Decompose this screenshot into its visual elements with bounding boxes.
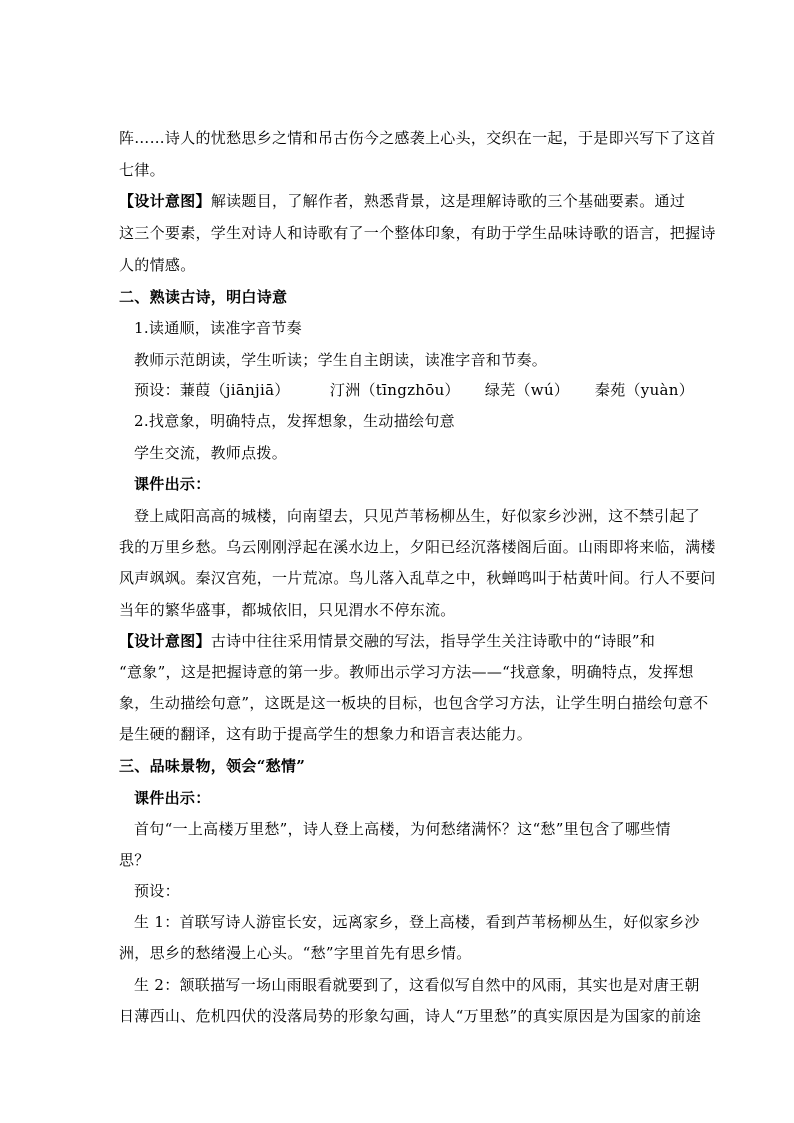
- design-intent-text: 古诗中往往采用情景交融的写法，指导学生关注诗歌中的“诗眼”和: [210, 632, 656, 650]
- courseware-label: 课件出示：: [134, 475, 211, 493]
- pinyin-item: 汀洲（tīngzhōu）: [329, 381, 460, 399]
- courseware-label: 课件出示：: [134, 789, 211, 807]
- pinyin-item: 秦苑（yuàn）: [594, 381, 695, 399]
- design-intent-2-line-4: 是生硬的翻译，这有助于提高学生的想象力和语言表达能力。: [119, 725, 533, 743]
- section-2-heading: 二、熟读古诗，明白诗意: [119, 288, 288, 306]
- step-1: 1.读通顺，读准字音节奏: [134, 319, 302, 337]
- step-1-text: 教师示范朗读，学生听读；学生自主朗读，读准字音和节奏。: [134, 351, 548, 369]
- pinyin-item: 绿芜（wú）: [484, 381, 570, 399]
- question-line-1: 首句“一上高楼万里愁”，诗人登上高楼，为何愁绪满怀？这“愁”里包含了哪些情: [134, 820, 671, 838]
- step-2-text: 学生交流，教师点拨。: [134, 444, 288, 462]
- design-intent-label: 【设计意图】: [119, 192, 211, 210]
- design-intent-2-line-1: [119, 631, 655, 651]
- design-intent-1-line-2: 这三个要素，学生对诗人和诗歌有了一个整体印象，有助于学生品味诗歌的语言，把握诗: [119, 224, 716, 242]
- translation-line-4: 当年的繁华盛事，都城依旧，只见渭水不停东流。: [119, 601, 456, 619]
- translation-line-1: 登上咸阳高高的城楼，向南望去，只见芦苇杨柳丛生，好似家乡沙洲，这不禁引起了: [134, 507, 701, 525]
- design-intent-2-line-3: 象，生动描绘句意”，这既是这一板块的目标，也包含学习方法，让学生明白描绘句意不: [119, 694, 709, 712]
- student-2-line-2: 日薄西山、危机四伏的没落局势的形象勾画，诗人“万里愁”的真实原因是为国家的前途: [119, 1007, 702, 1025]
- pinyin-row: [134, 380, 694, 400]
- design-intent-text: 解读题目，了解作者，熟悉背景，这是理解诗歌的三个基础要素。通过: [210, 192, 686, 210]
- translation-line-3: 风声飒飒。秦汉宫苑，一片荒凉。鸟儿落入乱草之中，秋蝉鸣叫于枯黄叶间。行人不要问: [119, 569, 716, 587]
- intro-line-2: 七律。: [119, 161, 165, 179]
- pinyin-item: 蒹葭（jiānjiā）: [179, 381, 290, 399]
- design-intent-1-line-1: [119, 191, 685, 211]
- question-line-2: 思？: [119, 851, 150, 869]
- translation-line-2: 我的万里乡愁。乌云刚刚浮起在溪水边上，夕阳已经沉落楼阁后面。山雨即将来临，满楼: [119, 538, 716, 556]
- section-3-heading: 三、品味景物，领会“愁情”: [119, 757, 306, 775]
- preset-label-2: 预设：: [134, 882, 180, 900]
- design-intent-label: 【设计意图】: [119, 632, 211, 650]
- student-1-line-2: 洲，思乡的愁绪漫上心头。“愁”字里首先有思乡情。: [119, 944, 472, 962]
- design-intent-2-line-2: “意象”，这是把握诗意的第一步。教师出示学习方法——“找意象，明确特点，发挥想: [119, 663, 694, 681]
- design-intent-1-line-3: 人的情感。: [119, 256, 196, 274]
- student-1-line-1: 生 1：首联写诗人游宦长安，远离家乡，登上高楼，看到芦苇杨柳丛生，好似家乡沙: [134, 913, 700, 931]
- preset-label: 预设：: [134, 381, 180, 399]
- student-2-line-1: 生 2：颔联描写一场山雨眼看就要到了，这看似写自然中的风雨，其实也是对唐王朝: [134, 976, 700, 994]
- intro-line-1: 阵……诗人的忧愁思乡之情和吊古伤今之感袭上心头，交织在一起，于是即兴写下了这首: [119, 129, 716, 147]
- step-2: 2.找意象，明确特点，发挥想象，生动描绘句意: [134, 412, 455, 430]
